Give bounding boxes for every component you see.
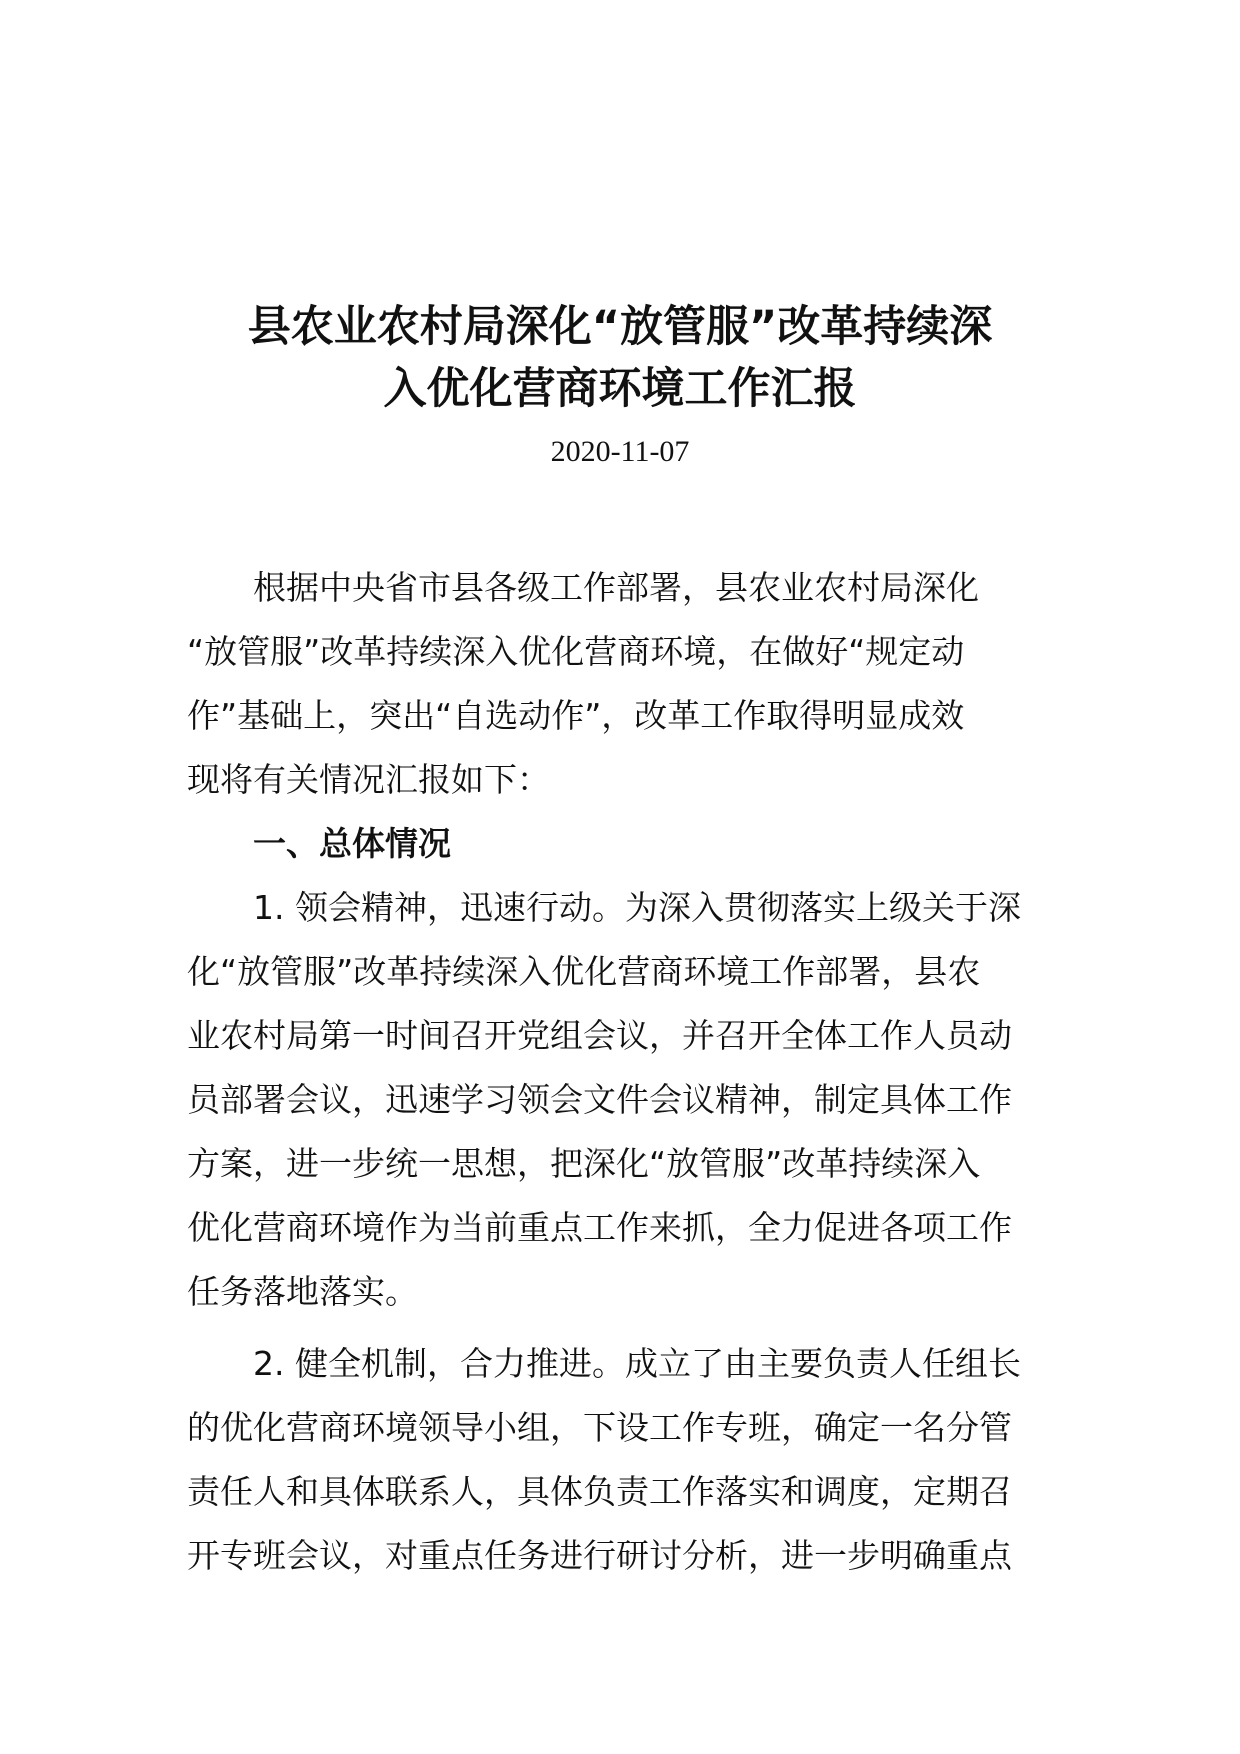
item1-line: 化“放管服”改革持续深入优化营商环境工作部署，县农 — [187, 952, 981, 991]
paragraph-gap — [187, 1324, 1047, 1332]
intro-line: “放管服”改革持续深入优化营商环境，在做好“规定动 — [187, 632, 965, 671]
document-date: 2020-11-07 — [550, 435, 690, 468]
title-line: 县农业农村局深化“放管服”改革持续深 — [247, 302, 993, 352]
item2-line: 责任人和具体联系人，具体负责工作落实和调度，定期召 — [187, 1472, 1012, 1511]
item1-line: 员部署会议，迅速学习领会文件会议精神，制定具体工作 — [187, 1080, 1012, 1119]
item2-line: 2. 健全机制，合力推进。成立了由主要负责人任组长 — [253, 1344, 1021, 1383]
item1-line: 任务落地落实。 — [187, 1272, 418, 1311]
item1-line: 优化营商环境作为当前重点工作来抓，全力促进各项工作 — [187, 1208, 1012, 1247]
intro-line: 作”基础上，突出“自选动作”，改革工作取得明显成效 — [187, 696, 965, 735]
item2-line: 的优化营商环境领导小组，下设工作专班，确定一名分管 — [187, 1408, 1012, 1447]
section-heading: 一、总体情况 — [253, 824, 451, 863]
document-title — [160, 296, 1080, 420]
intro-line: 根据中央省市县各级工作部署，县农业农村局深化 — [253, 568, 979, 607]
item2-line: 开专班会议，对重点任务进行研讨分析，进一步明确重点 — [187, 1536, 1012, 1575]
item1-line: 方案，进一步统一思想，把深化“放管服”改革持续深入 — [187, 1144, 981, 1183]
document-body — [187, 556, 1047, 1588]
item1-line: 1. 领会精神，迅速行动。为深入贯彻落实上级关于深 — [253, 888, 1021, 927]
intro-line: 现将有关情况汇报如下： — [187, 760, 550, 799]
title-line: 入优化营商环境工作汇报 — [383, 364, 857, 414]
item1-line: 业农村局第一时间召开党组会议，并召开全体工作人员动 — [187, 1016, 1012, 1055]
